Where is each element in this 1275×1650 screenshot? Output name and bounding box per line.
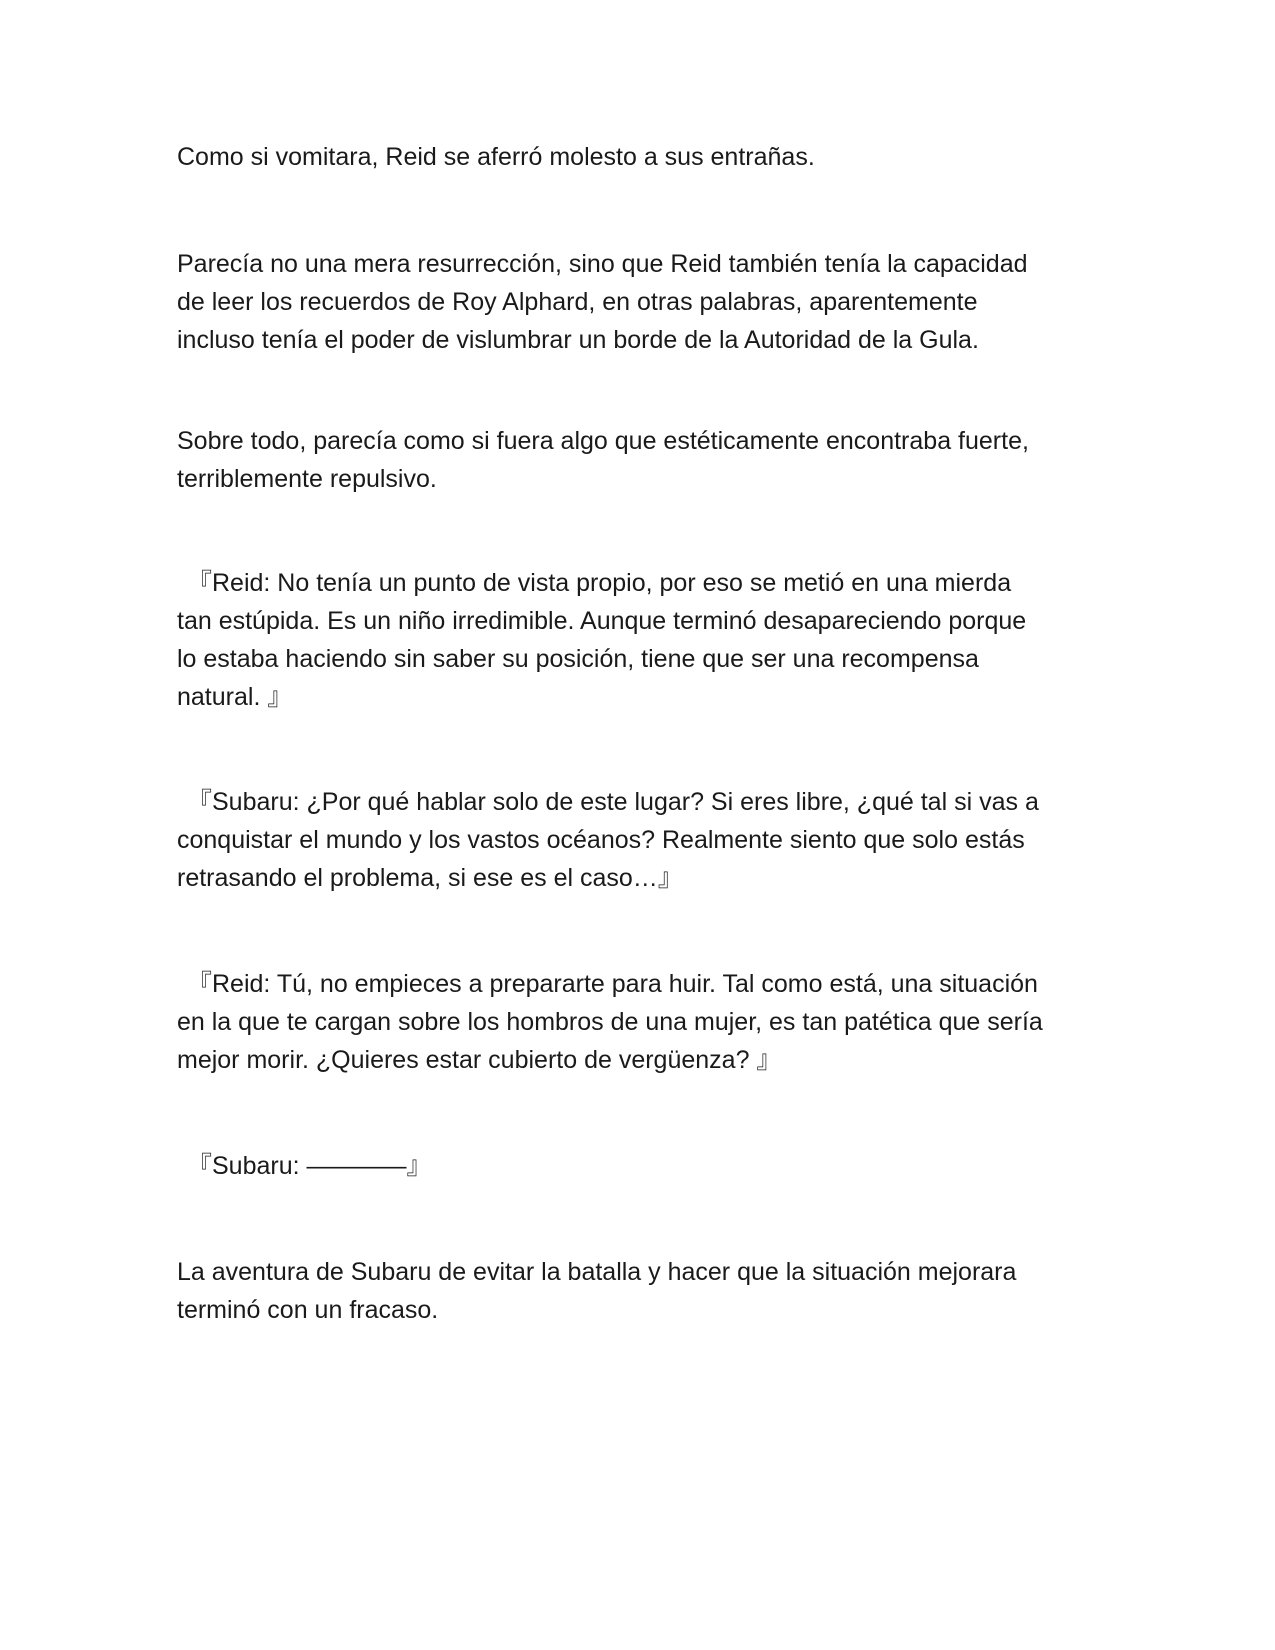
text-line: conquistar el mundo y los vastos océanos? Realmente siento que solo estás — [177, 826, 1025, 854]
text-line: 『Reid: Tú, no empieces a prepararte para huir. Tal como está, una situación — [187, 970, 1038, 998]
text-line: terriblemente repulsivo. — [177, 465, 437, 493]
dialogue-reid-2 — [177, 965, 1107, 1079]
dialogue-subaru-1 — [177, 783, 1107, 897]
dialogue-reid-1 — [177, 564, 1107, 716]
text-line: 『Subaru: ————』 — [187, 1152, 432, 1180]
text-line: Parecía no una mera resurrección, sino que Reid también tenía la capacidad — [177, 250, 1028, 278]
text-line: terminó con un fracaso. — [177, 1296, 439, 1324]
text-line: 『Reid: No tenía un punto de vista propio, por eso se metió en una mierda — [187, 569, 1012, 597]
text-line: en la que te cargan sobre los hombros de una mujer, es tan patética que sería — [177, 1008, 1043, 1036]
text-line: 『Subaru: ¿Por qué hablar solo de este lugar? Si eres libre, ¿qué tal si vas a — [187, 788, 1039, 816]
text-line: tan estúpida. Es un niño irredimible. Aunque terminó desapareciendo porque — [177, 607, 1027, 635]
text-line: mejor morir. ¿Quieres estar cubierto de vergüenza? 』 — [177, 1046, 782, 1074]
text-line: de leer los recuerdos de Roy Alphard, en otras palabras, aparentemente — [177, 288, 978, 316]
text-line: Sobre todo, parecía como si fuera algo que estéticamente encontraba fuerte, — [177, 427, 1029, 455]
paragraph-resurrection — [177, 245, 1107, 359]
paragraph-vomit — [177, 138, 1107, 176]
text-line: La aventura de Subaru de evitar la batalla y hacer que la situación mejorara — [177, 1258, 1017, 1286]
dialogue-subaru-2 — [177, 1147, 1107, 1185]
text-line: lo estaba haciendo sin saber su posición, tiene que ser una recompensa — [177, 645, 979, 673]
text-line: retrasando el problema, si ese es el caso…』 — [177, 864, 683, 892]
paragraph-repulsive — [177, 422, 1107, 498]
text-line: incluso tenía el poder de vislumbrar un borde de la Autoridad de la Gula. — [177, 326, 979, 354]
text-line: Como si vomitara, Reid se aferró molesto a sus entrañas. — [177, 143, 815, 171]
text-line: natural. 』 — [177, 683, 293, 711]
paragraph-failure — [177, 1253, 1107, 1329]
